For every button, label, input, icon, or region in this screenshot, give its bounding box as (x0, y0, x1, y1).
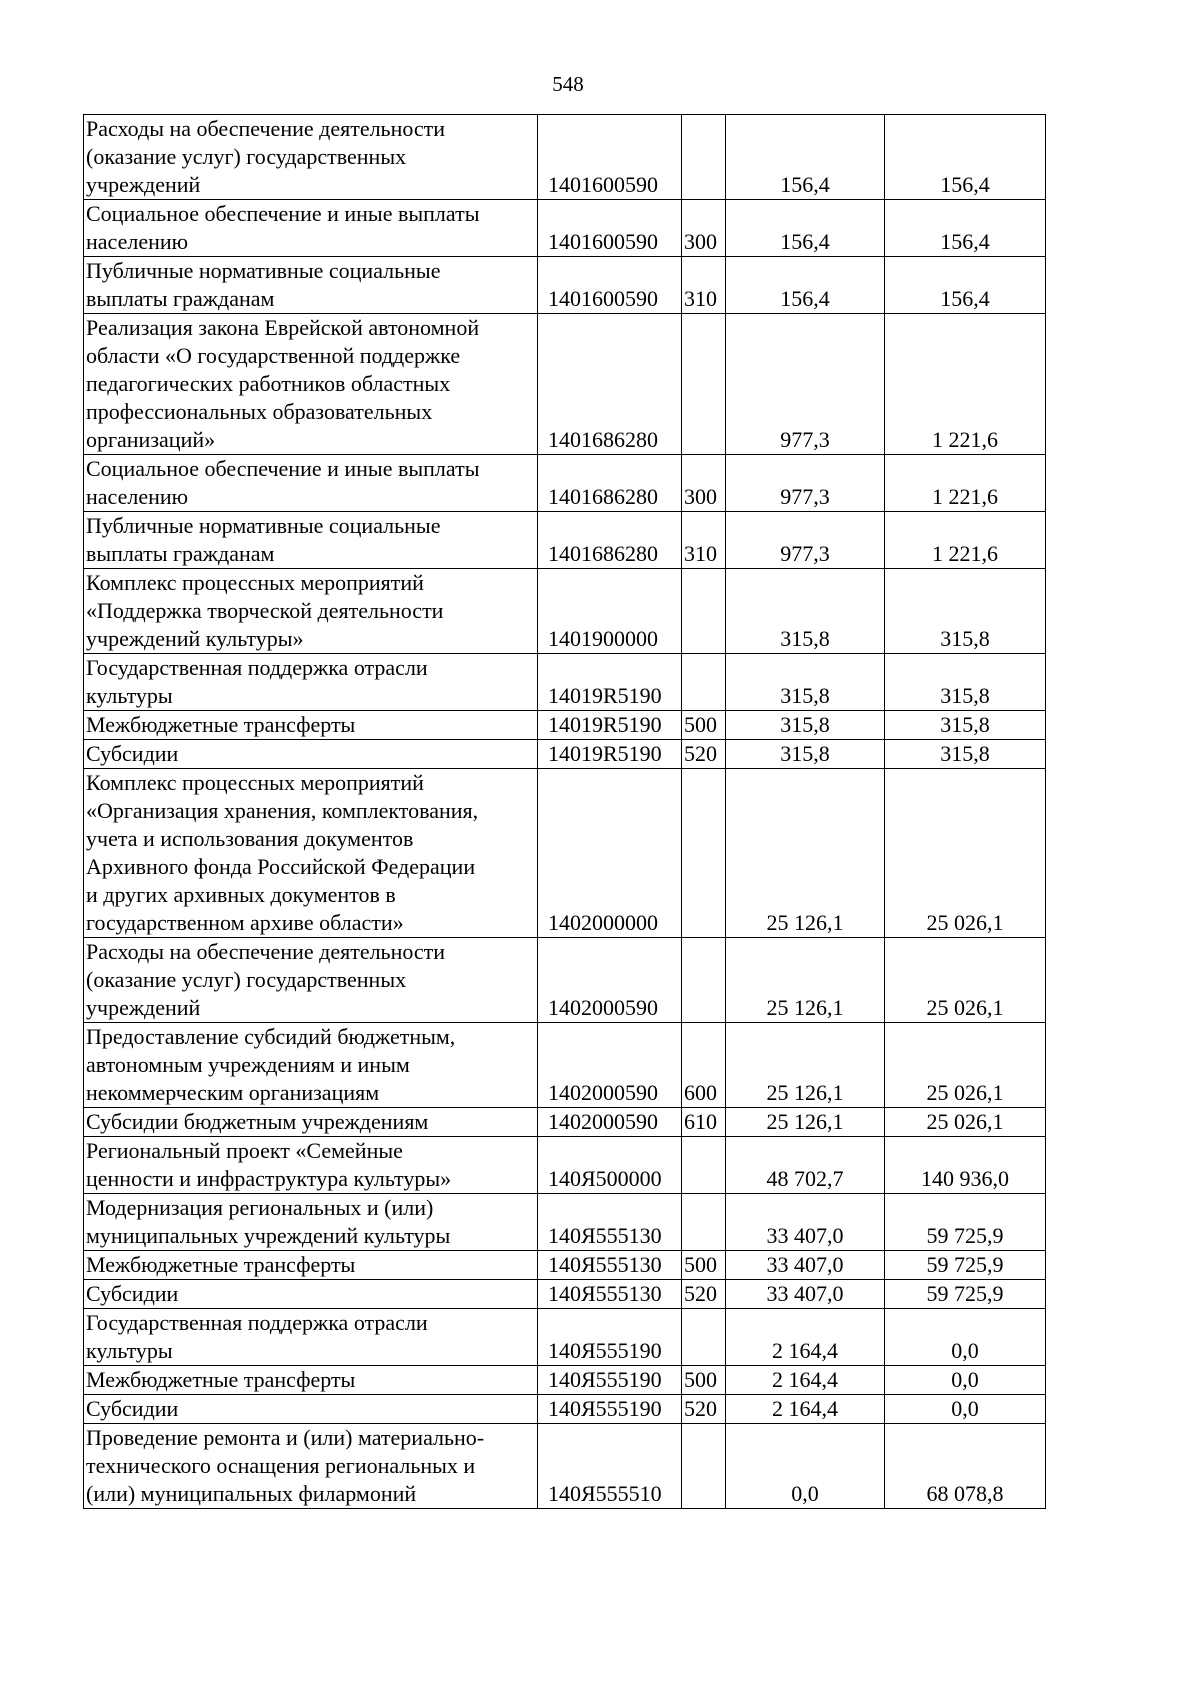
target-article-code: 1401686280 (538, 455, 682, 512)
row-name (84, 1194, 538, 1251)
row-name-line: (оказание услуг) государственных (86, 967, 407, 992)
amount-year-2: 25 026,1 (885, 769, 1046, 938)
row-name-line: населению (86, 229, 189, 254)
row-name (84, 654, 538, 711)
table-row (84, 1023, 1046, 1108)
row-name (84, 1251, 538, 1280)
row-name-line: Расходы на обеспечение деятельности (86, 939, 446, 964)
row-name-line: выплаты гражданам (86, 286, 275, 311)
amount-year-1: 156,4 (726, 115, 885, 200)
row-name-line: Публичные нормативные социальные (86, 258, 441, 283)
target-article-code: 1401600590 (538, 200, 682, 257)
amount-year-2: 1 221,6 (885, 455, 1046, 512)
amount-year-2: 59 725,9 (885, 1280, 1046, 1309)
row-name-line: педагогических работников областных (86, 371, 451, 396)
row-name-line: Субсидии (86, 1396, 179, 1421)
table-row (84, 938, 1046, 1023)
amount-year-1: 2 164,4 (726, 1309, 885, 1366)
amount-year-2: 1 221,6 (885, 512, 1046, 569)
amount-year-1: 33 407,0 (726, 1280, 885, 1309)
row-name (84, 1309, 538, 1366)
row-name (84, 769, 538, 938)
table-row (84, 654, 1046, 711)
expense-type-code (682, 314, 726, 455)
amount-year-1: 25 126,1 (726, 769, 885, 938)
row-name (84, 1366, 538, 1395)
target-article-code: 1402000590 (538, 1108, 682, 1137)
expense-type-code (682, 769, 726, 938)
expense-type-code: 300 (682, 455, 726, 512)
amount-year-1: 315,8 (726, 654, 885, 711)
row-name-line: государственном архиве области» (86, 910, 404, 935)
row-name (84, 1280, 538, 1309)
table-row (84, 455, 1046, 512)
table-row (84, 569, 1046, 654)
amount-year-1: 0,0 (726, 1424, 885, 1509)
row-name-line: выплаты гражданам (86, 541, 275, 566)
amount-year-2: 59 725,9 (885, 1194, 1046, 1251)
amount-year-1: 48 702,7 (726, 1137, 885, 1194)
expense-type-code: 310 (682, 257, 726, 314)
target-article-code: 140Я555190 (538, 1395, 682, 1424)
row-name-line: Комплекс процессных мероприятий (86, 570, 424, 595)
row-name-line: Предоставление субсидий бюджетным, (86, 1024, 456, 1049)
budget-table (83, 114, 1046, 1509)
row-name-line: Модернизация региональных и (или) (86, 1195, 434, 1220)
amount-year-1: 33 407,0 (726, 1194, 885, 1251)
budget-table-body (84, 115, 1046, 1509)
row-name-line: ценности и инфраструктура культуры» (86, 1166, 452, 1191)
row-name (84, 1137, 538, 1194)
row-name-line: профессиональных образовательных (86, 399, 433, 424)
amount-year-1: 977,3 (726, 512, 885, 569)
table-row (84, 1108, 1046, 1137)
amount-year-2: 140 936,0 (885, 1137, 1046, 1194)
amount-year-1: 315,8 (726, 740, 885, 769)
row-name-line: Государственная поддержка отрасли (86, 655, 428, 680)
amount-year-2: 315,8 (885, 569, 1046, 654)
row-name (84, 569, 538, 654)
amount-year-1: 977,3 (726, 314, 885, 455)
table-row (84, 115, 1046, 200)
amount-year-2: 315,8 (885, 654, 1046, 711)
target-article-code: 140Я555130 (538, 1194, 682, 1251)
row-name-line: «Организация хранения, комплектования, (86, 798, 479, 823)
amount-year-2: 25 026,1 (885, 1108, 1046, 1137)
row-name-line: учреждений (86, 995, 201, 1020)
expense-type-code: 600 (682, 1023, 726, 1108)
row-name (84, 1023, 538, 1108)
row-name-line: Субсидии бюджетным учреждениям (86, 1109, 429, 1134)
row-name-line: Архивного фонда Российской Федерации (86, 854, 476, 879)
target-article-code: 14019R5190 (538, 740, 682, 769)
amount-year-2: 0,0 (885, 1366, 1046, 1395)
amount-year-1: 25 126,1 (726, 1023, 885, 1108)
target-article-code: 140Я500000 (538, 1137, 682, 1194)
expense-type-code: 520 (682, 740, 726, 769)
row-name-line: автономным учреждениям и иным (86, 1052, 410, 1077)
table-row (84, 1280, 1046, 1309)
expense-type-code (682, 569, 726, 654)
target-article-code: 140Я555190 (538, 1309, 682, 1366)
amount-year-2: 156,4 (885, 200, 1046, 257)
target-article-code: 140Я555510 (538, 1424, 682, 1509)
expense-type-code: 500 (682, 1366, 726, 1395)
amount-year-2: 156,4 (885, 115, 1046, 200)
page-number: 548 (552, 72, 584, 96)
row-name-line: Расходы на обеспечение деятельности (86, 116, 446, 141)
amount-year-2: 0,0 (885, 1395, 1046, 1424)
row-name-line: Межбюджетные трансферты (86, 712, 356, 737)
target-article-code: 1401686280 (538, 314, 682, 455)
expense-type-code: 500 (682, 1251, 726, 1280)
table-row (84, 512, 1046, 569)
expense-type-code (682, 654, 726, 711)
row-name-line: (или) муниципальных филармоний (86, 1481, 417, 1506)
table-row (84, 1309, 1046, 1366)
row-name-line: Социальное обеспечение и иные выплаты (86, 201, 480, 226)
row-name-line: области «О государственной поддержке (86, 343, 461, 368)
row-name-line: Проведение ремонта и (или) материально- (86, 1425, 485, 1450)
table-row (84, 1366, 1046, 1395)
row-name-line: Межбюджетные трансферты (86, 1252, 356, 1277)
expense-type-code (682, 1194, 726, 1251)
row-name-line: Государственная поддержка отрасли (86, 1310, 428, 1335)
row-name-line: Субсидии (86, 741, 179, 766)
row-name-line: Публичные нормативные социальные (86, 513, 441, 538)
table-row (84, 1137, 1046, 1194)
row-name-line: некоммерческим организациям (86, 1080, 380, 1105)
expense-type-code (682, 938, 726, 1023)
amount-year-2: 1 221,6 (885, 314, 1046, 455)
row-name-line: Межбюджетные трансферты (86, 1367, 356, 1392)
amount-year-1: 156,4 (726, 200, 885, 257)
row-name-line: учета и использования документов (86, 826, 414, 851)
row-name (84, 314, 538, 455)
target-article-code: 140Я555190 (538, 1366, 682, 1395)
table-row (84, 1424, 1046, 1509)
amount-year-1: 315,8 (726, 711, 885, 740)
expense-type-code: 500 (682, 711, 726, 740)
table-row (84, 740, 1046, 769)
row-name (84, 1395, 538, 1424)
row-name-line: Социальное обеспечение и иные выплаты (86, 456, 480, 481)
amount-year-1: 25 126,1 (726, 938, 885, 1023)
table-row (84, 769, 1046, 938)
target-article-code: 1401900000 (538, 569, 682, 654)
row-name-line: учреждений (86, 172, 201, 197)
row-name (84, 938, 538, 1023)
row-name (84, 740, 538, 769)
row-name (84, 115, 538, 200)
amount-year-2: 25 026,1 (885, 1023, 1046, 1108)
amount-year-1: 156,4 (726, 257, 885, 314)
target-article-code: 140Я555130 (538, 1280, 682, 1309)
table-row (84, 1194, 1046, 1251)
expense-type-code: 520 (682, 1280, 726, 1309)
table-row (84, 257, 1046, 314)
table-row (84, 200, 1046, 257)
row-name (84, 200, 538, 257)
row-name-line: (оказание услуг) государственных (86, 144, 407, 169)
row-name-line: муниципальных учреждений культуры (86, 1223, 451, 1248)
target-article-code: 1401686280 (538, 512, 682, 569)
amount-year-1: 2 164,4 (726, 1366, 885, 1395)
expense-type-code (682, 1137, 726, 1194)
amount-year-1: 2 164,4 (726, 1395, 885, 1424)
amount-year-2: 68 078,8 (885, 1424, 1046, 1509)
amount-year-2: 315,8 (885, 711, 1046, 740)
amount-year-2: 59 725,9 (885, 1251, 1046, 1280)
target-article-code: 140Я555130 (538, 1251, 682, 1280)
table-row (84, 314, 1046, 455)
expense-type-code: 310 (682, 512, 726, 569)
target-article-code: 14019R5190 (538, 654, 682, 711)
amount-year-2: 25 026,1 (885, 938, 1046, 1023)
row-name (84, 455, 538, 512)
expense-type-code: 300 (682, 200, 726, 257)
row-name-line: и других архивных документов в (86, 882, 396, 907)
row-name-line: Региональный проект «Семейные (86, 1138, 403, 1163)
table-row (84, 711, 1046, 740)
amount-year-1: 315,8 (726, 569, 885, 654)
expense-type-code: 520 (682, 1395, 726, 1424)
amount-year-1: 25 126,1 (726, 1108, 885, 1137)
row-name-line: учреждений культуры» (86, 626, 304, 651)
row-name-line: технического оснащения региональных и (86, 1453, 476, 1478)
row-name (84, 1108, 538, 1137)
row-name-line: Комплекс процессных мероприятий (86, 770, 424, 795)
target-article-code: 1401600590 (538, 115, 682, 200)
expense-type-code (682, 1424, 726, 1509)
target-article-code: 14019R5190 (538, 711, 682, 740)
amount-year-1: 33 407,0 (726, 1251, 885, 1280)
row-name-line: организаций» (86, 427, 216, 452)
target-article-code: 1402000590 (538, 1023, 682, 1108)
table-row (84, 1395, 1046, 1424)
row-name-line: культуры (86, 683, 173, 708)
row-name-line: населению (86, 484, 189, 509)
row-name-line: Субсидии (86, 1281, 179, 1306)
row-name-line: Реализация закона Еврейской автономной (86, 315, 480, 340)
row-name-line: «Поддержка творческой деятельности (86, 598, 444, 623)
row-name (84, 711, 538, 740)
target-article-code: 1401600590 (538, 257, 682, 314)
row-name-line: культуры (86, 1338, 173, 1363)
row-name (84, 257, 538, 314)
expense-type-code (682, 1309, 726, 1366)
row-name (84, 512, 538, 569)
expense-type-code: 610 (682, 1108, 726, 1137)
row-name (84, 1424, 538, 1509)
amount-year-2: 315,8 (885, 740, 1046, 769)
target-article-code: 1402000590 (538, 938, 682, 1023)
target-article-code: 1402000000 (538, 769, 682, 938)
amount-year-2: 156,4 (885, 257, 1046, 314)
table-row (84, 1251, 1046, 1280)
amount-year-2: 0,0 (885, 1309, 1046, 1366)
amount-year-1: 977,3 (726, 455, 885, 512)
expense-type-code (682, 115, 726, 200)
